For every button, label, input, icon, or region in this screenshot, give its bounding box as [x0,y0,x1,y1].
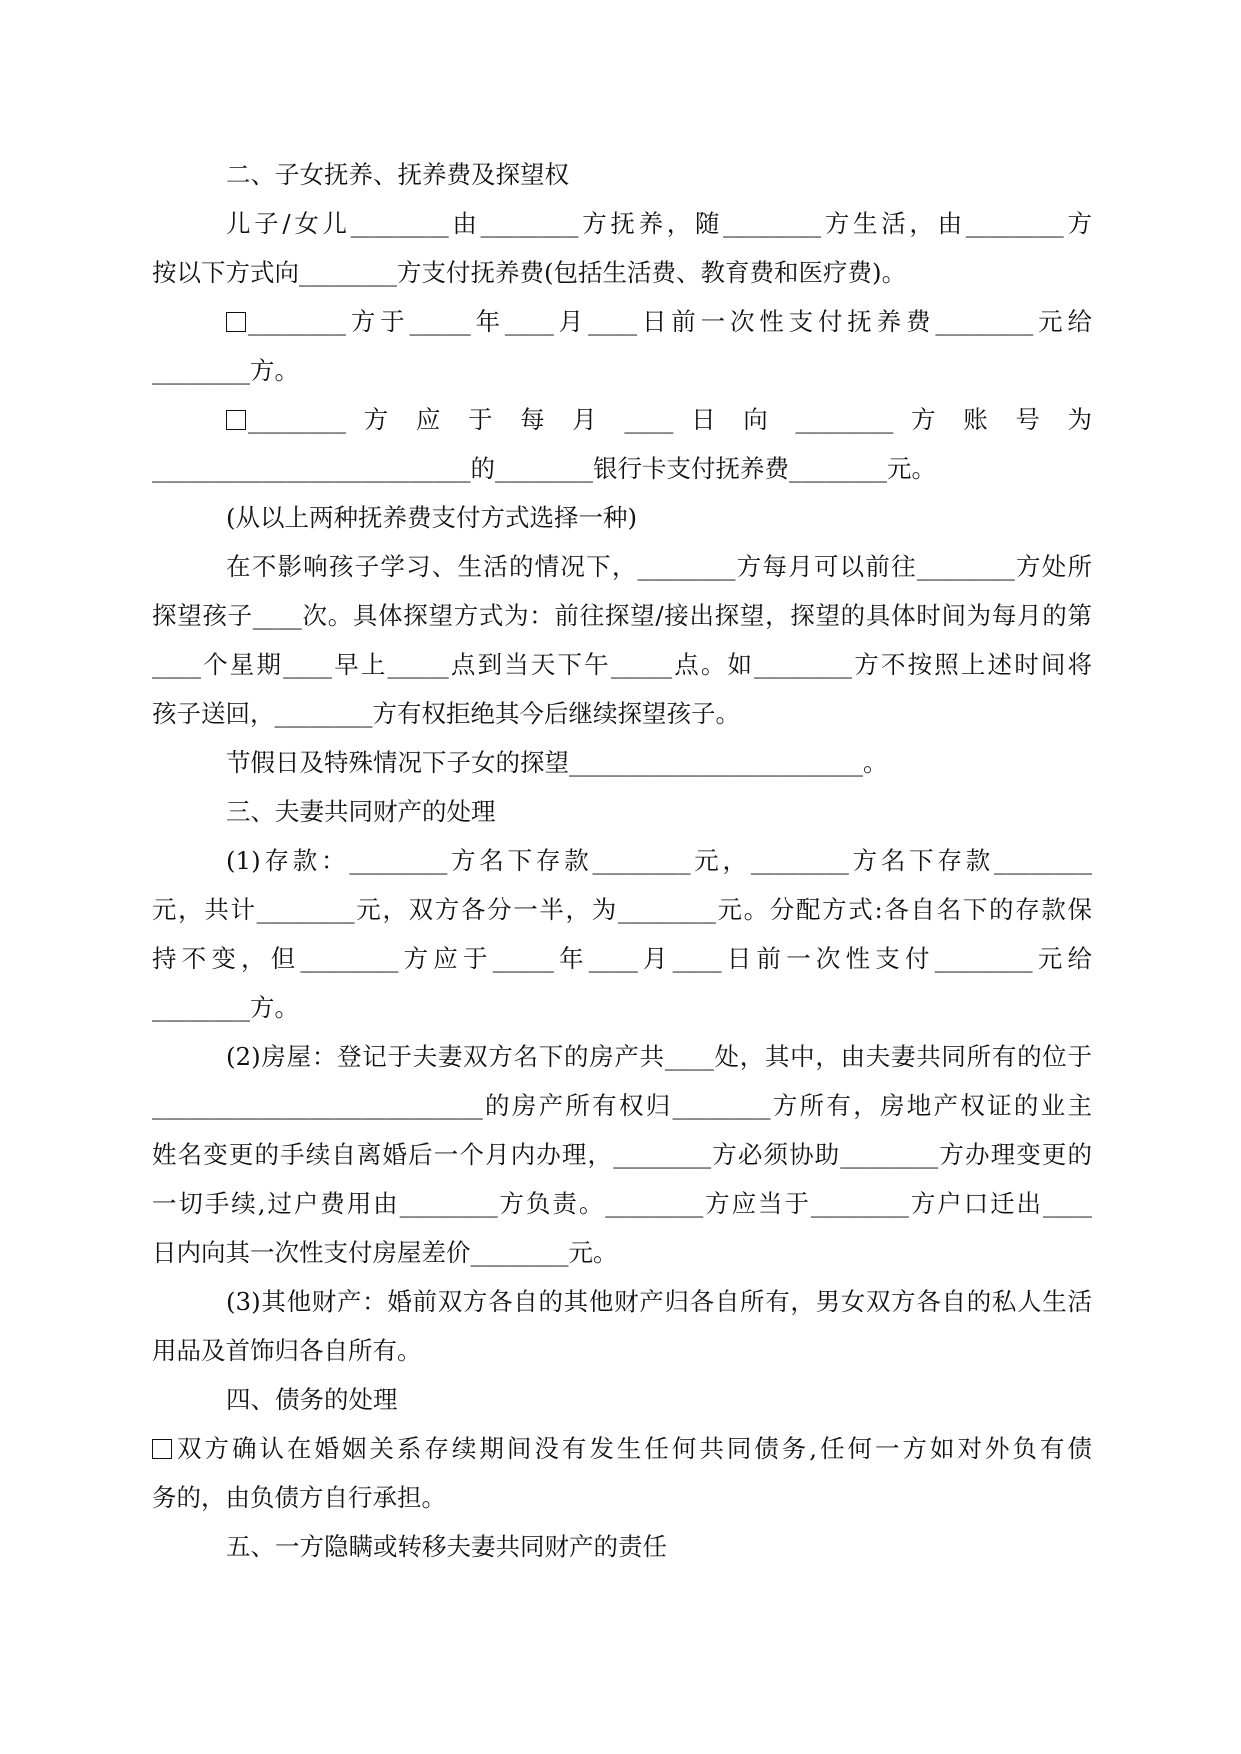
line-text: ___________________________的房产所有权归________方所有，房地产权证的业主 [152,1091,1092,1120]
document-line [152,983,1092,1032]
line-text: 持不变，但________方应于_____年____月____日前一次性支付________元给 [152,944,1092,973]
document-line [152,1081,1092,1130]
line-text: ________方。 [152,356,299,385]
document-line [152,1032,1092,1081]
line-text: (1)存款：________方名下存款________元，________方名下存款________ [226,846,1092,875]
document-line [152,297,1092,346]
agreement-body [152,150,1092,1571]
line-text: 孩子送回，________方有权拒绝其今后继续探望孩子。 [152,699,740,728]
document-line [152,444,1092,493]
line-text: 按以下方式向________方支付抚养费(包括生活费、教育费和医疗费)。 [152,258,907,287]
document-line [152,1326,1092,1375]
document-line [152,493,1092,542]
document-line [152,1424,1092,1473]
line-text: ________方。 [152,993,299,1022]
line-text: 儿子/女儿________由________方抚养，随________方生活，由________方 [226,209,1092,238]
line-text: ________ 方 应 于 每 月 ____ 日 向 ________ 方 账 号 为 [248,405,1092,434]
document-line [152,1179,1092,1228]
line-text: 在不影响孩子学习、生活的情况下，________方每月可以前往________方处所 [226,552,1092,581]
line-text: 姓名变更的手续自离婚后一个月内办理，________方必须协助________方办理变更的 [152,1140,1092,1169]
document-line [152,1473,1092,1522]
checkbox-icon[interactable] [226,312,246,332]
document-line [152,787,1092,836]
line-text: 三、夫妻共同财产的处理 [226,797,496,826]
line-text: 二、子女抚养、抚养费及探望权 [226,160,569,189]
document-line [152,934,1092,983]
line-text: 用品及首饰归各自所有。 [152,1336,422,1365]
line-text: ________方于_____年____月____日前一次性支付抚养费________元给 [248,307,1092,336]
document-line [152,1130,1092,1179]
document-line [152,738,1092,787]
line-text: (2)房屋：登记于夫妻双方名下的房产共____处，其中，由夫妻共同所有的位于 [226,1042,1092,1071]
document-line [152,836,1092,885]
document-line [152,1277,1092,1326]
document-line [152,1522,1092,1571]
document-line [152,346,1092,395]
document-line [152,689,1092,738]
document-line [152,199,1092,248]
line-text: 元，共计________元，双方各分一半，为________元。分配方式:各自名下的存款保 [152,895,1092,924]
line-text: 四、债务的处理 [226,1385,398,1414]
document-line [152,248,1092,297]
document-line [152,150,1092,199]
line-text: __________________________的________银行卡支付抚养费________元。 [152,454,936,483]
line-text: 双方确认在婚姻关系存续期间没有发生任何共同债务,任何一方如对外负有债 [174,1434,1092,1463]
line-text: 探望孩子____次。具体探望方式为：前往探望/接出探望，探望的具体时间为每月的第 [152,601,1092,630]
document-line [152,591,1092,640]
document-line [152,395,1092,444]
document-line [152,1375,1092,1424]
document-line [152,1228,1092,1277]
line-text: 务的，由负债方自行承担。 [152,1483,446,1512]
checkbox-icon[interactable] [152,1439,172,1459]
line-text: 五、一方隐瞒或转移夫妻共同财产的责任 [226,1532,667,1561]
document-line [152,885,1092,934]
document-line [152,542,1092,591]
line-text: (从以上两种抚养费支付方式选择一种) [226,503,638,532]
line-text: 节假日及特殊情况下子女的探望________________________。 [226,748,888,777]
line-text: (3)其他财产：婚前双方各自的其他财产归各自所有，男女双方各自的私人生活 [226,1287,1092,1316]
line-text: 一切手续,过户费用由________方负责。________方应当于________方户口迁出____ [152,1189,1092,1218]
line-text: 日内向其一次性支付房屋差价________元。 [152,1238,618,1267]
line-text: ____个星期____早上_____点到当天下午_____点。如________方不按照上述时间将 [152,650,1092,679]
checkbox-icon[interactable] [226,410,246,430]
document-line [152,640,1092,689]
